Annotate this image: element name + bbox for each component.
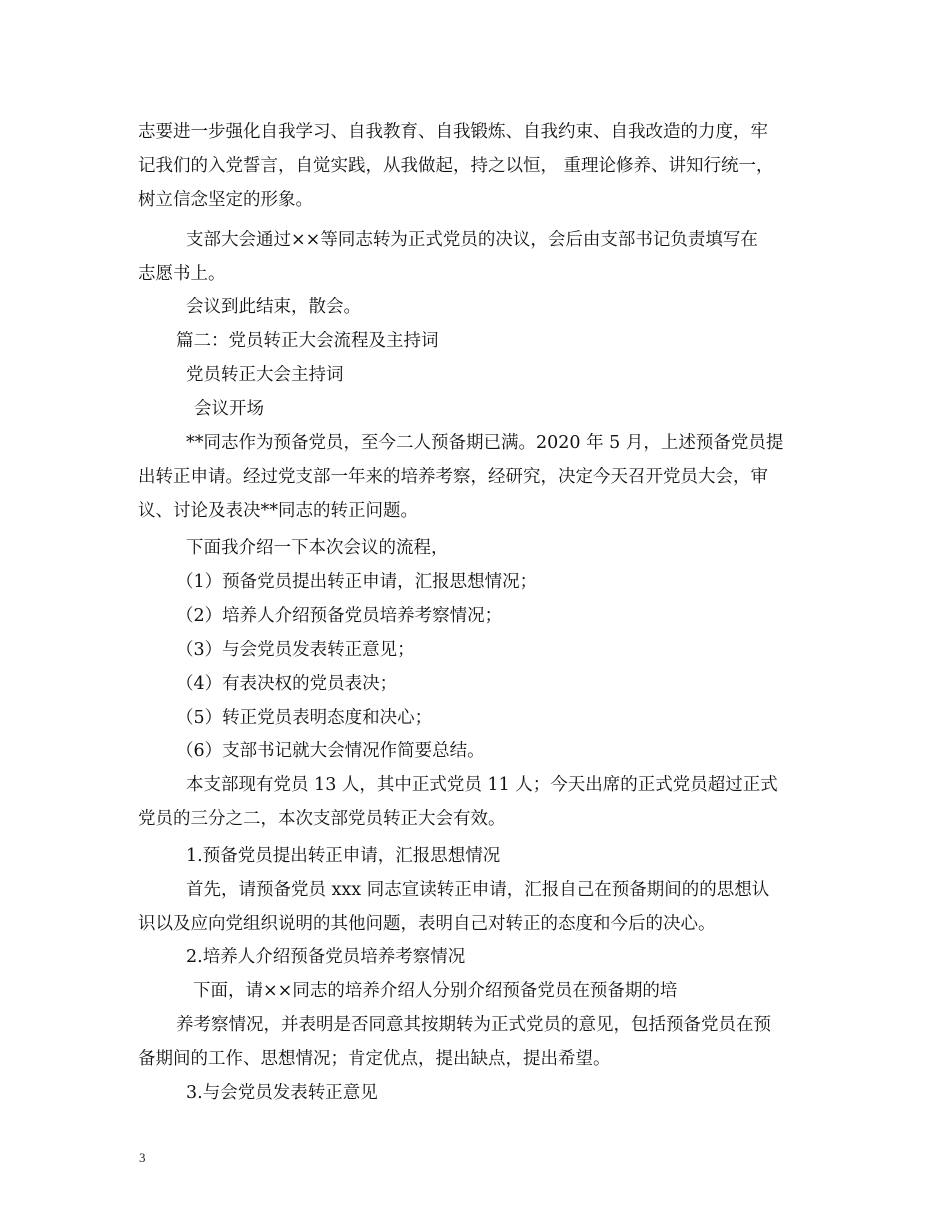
- text-line: 下面我介绍一下本次会议的流程，: [186, 538, 449, 558]
- text-line: 志愿书上。: [138, 264, 226, 284]
- text-line: 党员转正大会主持词: [186, 365, 344, 385]
- text-line: 党员的三分之二，本次支部党员转正大会有效。: [138, 809, 506, 829]
- list-item: （3）与会党员发表转正意见；: [176, 640, 415, 660]
- list-item: （6）支部书记就大会情况作简要总结。: [176, 741, 485, 761]
- text-line: 议、讨论及表决**同志的转正问题。: [138, 501, 418, 521]
- list-item: （5）转正党员表明态度和决心；: [176, 708, 433, 728]
- section-heading: 3.与会党员发表转正意见: [186, 1083, 378, 1103]
- text-line: 备期间的工作、思想情况；肯定优点，提出缺点，提出希望。: [138, 1049, 611, 1069]
- text-line: 本支部现有党员 13 人，其中正式党员 11 人；今天出席的正式党员超过正式: [186, 775, 778, 795]
- page-number: 3: [139, 1150, 146, 1165]
- list-item: （2）培养人介绍预备党员培养考察情况；: [176, 606, 503, 626]
- section-heading: 2.培养人介绍预备党员培养考察情况: [186, 947, 466, 967]
- text-line: 识以及应向党组织说明的其他问题，表明自己对转正的态度和今后的决心。: [138, 914, 716, 934]
- text-line: 会议到此结束，散会。: [186, 297, 361, 317]
- text-line: 养考察情况，并表明是否同意其按期转为正式党员的意见，包括预备党员在预: [176, 1015, 771, 1035]
- text-line: 首先，请预备党员 xxx 同志宣读转正申请，汇报自己在预备期间的的思想认: [186, 880, 770, 900]
- text-line: 出转正申请。经过党支部一年来的培养考察，经研究，决定今天召开党员大会，审: [138, 467, 768, 487]
- text-line: 会议开场: [194, 399, 264, 419]
- text-line: **同志作为预备党员，至今二人预备期已满。2020 年 5 月，上述预备党员提: [186, 433, 784, 453]
- text-line: 记我们的入党誓言，自觉实践，从我做起，持之以恒， 重理论修养、讲知行统一，: [138, 156, 774, 176]
- text-line: 支部大会通过××等同志转为正式党员的决议，会后由支部书记负责填写在: [186, 230, 758, 250]
- text-line: 下面，请××同志的培养介绍人分别介绍预备党员在预备期的培: [193, 981, 678, 1001]
- text-line: 树立信念坚定的形象。: [138, 190, 313, 210]
- section-heading: 篇二：党员转正大会流程及主持词: [176, 331, 439, 351]
- section-heading: 1.预备党员提出转正申请，汇报思想情况: [186, 846, 501, 866]
- list-item: （4）有表决权的党员表决；: [176, 674, 398, 694]
- text-line: 志要进一步强化自我学习、自我教育、自我锻炼、自我约束、自我改造的力度，牢: [138, 122, 768, 142]
- list-item: （1）预备党员提出转正申请，汇报思想情况；: [176, 572, 538, 592]
